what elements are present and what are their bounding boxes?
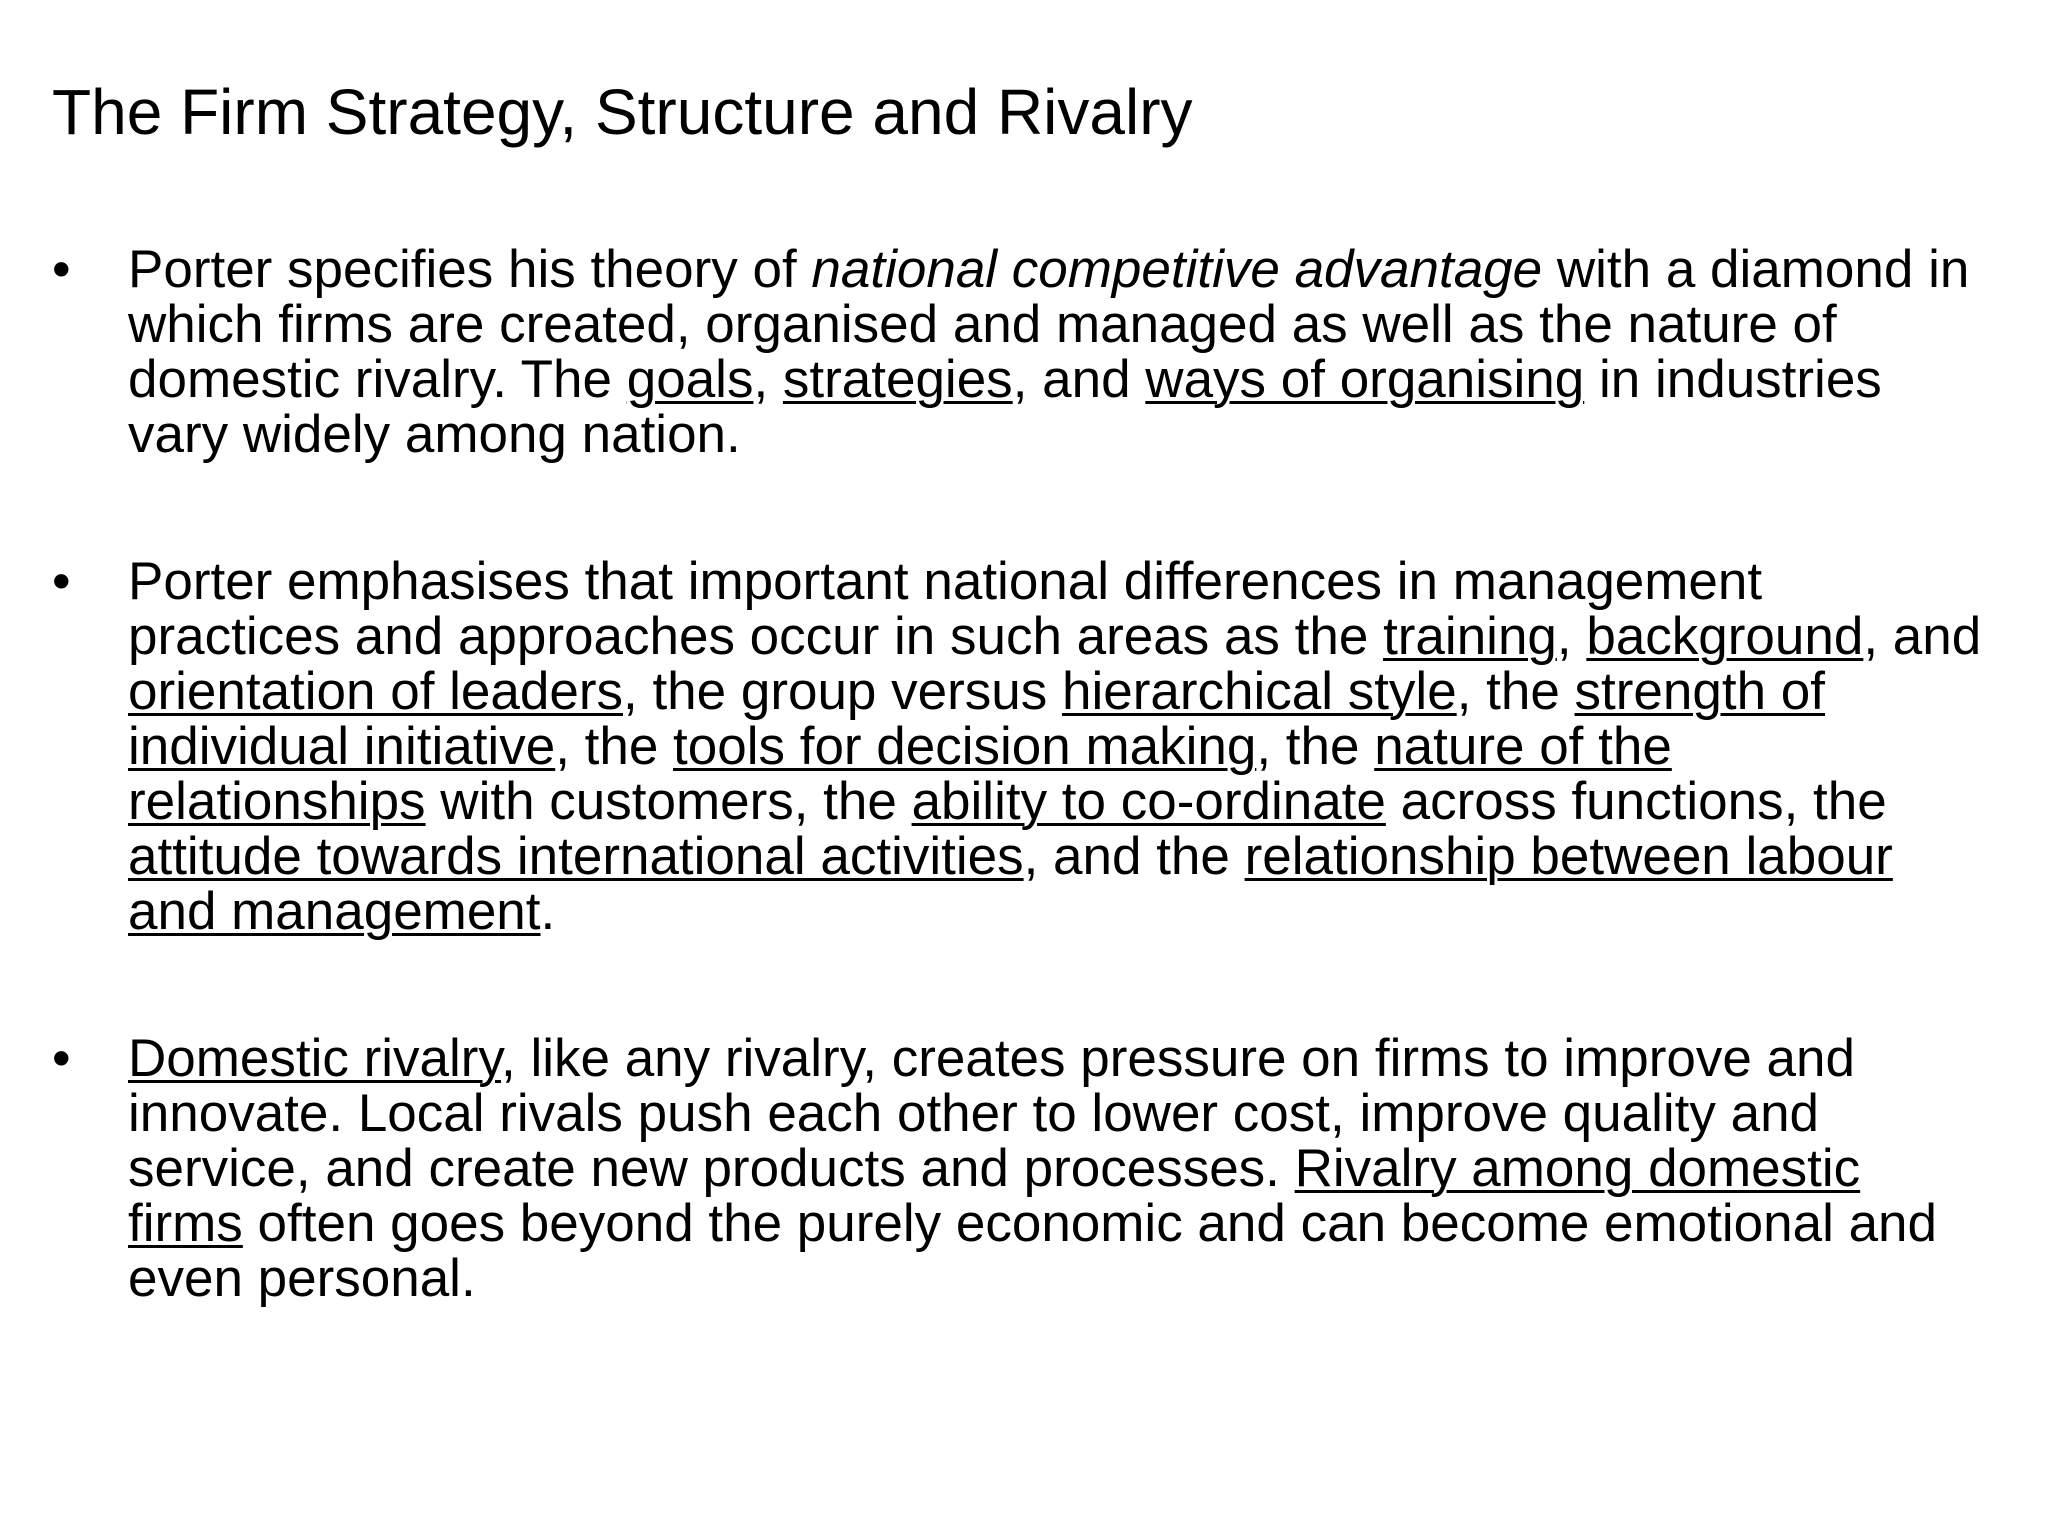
- text-segment: in industries vary widely among nation.: [128, 350, 1882, 464]
- emphasis-text: national competitive advantage: [811, 240, 1543, 299]
- text-segment: Porter specifies his theory of: [128, 240, 812, 299]
- bullet-text: [128, 554, 1982, 939]
- bullet-marker: •: [52, 552, 71, 611]
- underlined-term: ways of organising: [1145, 350, 1585, 409]
- bullet-text: [128, 1031, 1982, 1306]
- underlined-term: hierarchical style: [1061, 662, 1457, 721]
- text-segment: with a diamond in which firms are created, organised and managed as well as the nature of domestic rivalry. The: [128, 240, 1970, 409]
- underlined-term: attitude towards international activities: [128, 827, 1024, 886]
- underlined-term: background: [1586, 607, 1864, 666]
- underlined-term: orientation of leaders: [128, 662, 623, 721]
- text-segment: often goes beyond the purely economic and can become emotional and even personal.: [128, 1194, 1938, 1308]
- underlined-term: goals: [626, 350, 754, 409]
- underlined-term: relationship between labour and management: [128, 827, 1893, 941]
- text-segment: , like any rivalry, creates pressure on firms to improve and innovate. Local rivals push each other to lower cost, improve quality and service, and create new products and processes.: [128, 1029, 1855, 1198]
- text-segment: , and: [1012, 350, 1146, 409]
- slide-title: The Firm Strategy, Structure and Rivalry: [52, 76, 1193, 148]
- underlined-term: Rivalry among domestic firms: [128, 1139, 1861, 1253]
- text-segment: , the: [555, 717, 674, 776]
- text-segment: Porter emphasises that important national differences in management practices and approaches occur in such areas as the: [128, 552, 1763, 666]
- bullet-item: [52, 242, 1982, 462]
- text-segment: across functions, the: [1385, 772, 1887, 831]
- underlined-term: training: [1383, 607, 1557, 666]
- bullet-list: [52, 242, 1982, 1306]
- text-segment: , and: [1863, 607, 1982, 666]
- underlined-term: nature of the relationships: [128, 717, 1672, 831]
- bullet-item: [52, 1031, 1982, 1306]
- underlined-term: strength of individual initiative: [128, 662, 1825, 776]
- text-segment: ,: [753, 350, 783, 409]
- bullet-text: [128, 242, 1982, 462]
- underlined-term: strategies: [782, 350, 1013, 409]
- text-segment: ,: [1556, 607, 1587, 666]
- bullet-item: [52, 554, 1982, 939]
- text-segment: , and the: [1023, 827, 1245, 886]
- text-segment: with customers, the: [425, 772, 912, 831]
- text-segment: , the: [1456, 662, 1575, 721]
- text-segment: .: [540, 882, 556, 941]
- text-segment: , the: [1256, 717, 1375, 776]
- bullet-marker: •: [52, 240, 71, 299]
- bullet-marker: •: [52, 1029, 71, 1088]
- underlined-term: tools for decision making: [673, 717, 1257, 776]
- underlined-term: Domestic rivalry: [128, 1029, 501, 1088]
- underlined-term: ability to co-ordinate: [911, 772, 1386, 831]
- text-segment: , the group versus: [623, 662, 1062, 721]
